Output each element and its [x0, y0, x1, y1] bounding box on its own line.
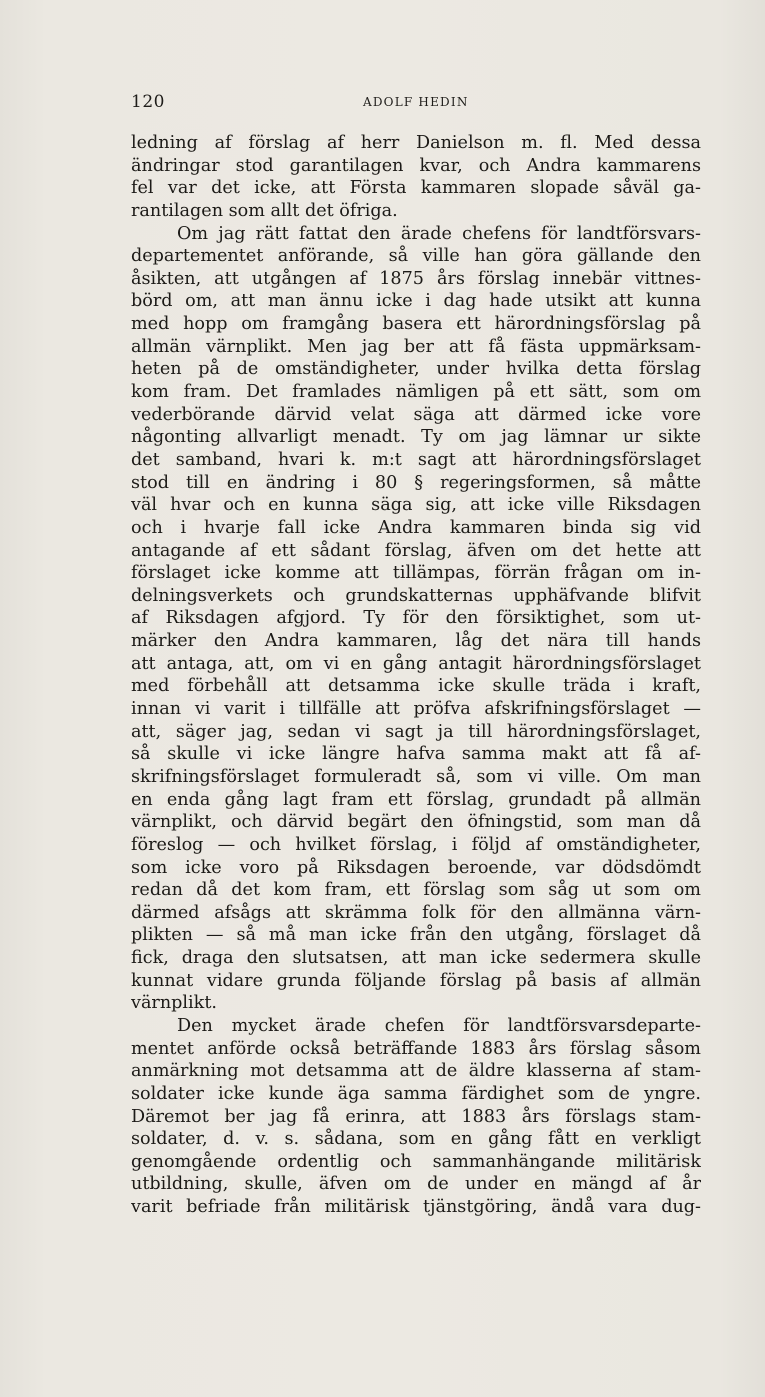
text-line: ändringar stod garantilagen kvar, och Andra kammarens [131, 155, 701, 176]
text-line: heten på de omständigheter, under hvilka detta förslag [131, 359, 701, 380]
text-line: så skulle vi icke längre hafva samma makt att få af- [131, 744, 701, 765]
text-line: en enda gång lagt fram ett förslag, grundadt på allmän [131, 789, 701, 810]
text-line: antagande af ett sådant förslag, äfven om det hette att [131, 540, 701, 561]
text-line: soldater, d. v. s. sådana, som en gång fått en verkligt [131, 1129, 701, 1150]
text-line: Den mycket ärade chefen för landtförsvarsdeparte- [177, 1015, 701, 1036]
text-line: märker den Andra kammaren, låg det nära till hands [131, 631, 701, 652]
text-line: fick, draga den slutsatsen, att man icke sedermera skulle [131, 948, 701, 969]
text-line: anmärkning mot detsamma att de äldre klasserna af stam- [131, 1061, 701, 1082]
text-line: genomgående ordentlig och sammanhängande militärisk [131, 1151, 701, 1172]
text-line: ledning af förslag af herr Danielson m. fl. Med dessa [131, 133, 701, 153]
text-line: soldater icke kunde äga samma färdighet som de yngre. [131, 1083, 701, 1104]
text-line: som icke voro på Riksdagen beroende, var dödsdömdt [131, 857, 701, 878]
text-line: departementet anförande, så ville han göra gällande den [131, 246, 701, 267]
text-line: delningsverkets och grundskatternas upphäfvande blifvit [131, 585, 701, 606]
text-line: Om jag rätt fattat den ärade chefens för landtförsvars- [177, 223, 701, 244]
text-line: värnplikt, och därvid begärt den öfningstid, som man då [131, 812, 701, 833]
text-line: allmän värnplikt. Men jag ber att få fästa uppmärksam- [131, 336, 701, 357]
text-line: med förbehåll att detsamma icke skulle träda i kraft, [131, 676, 701, 697]
text-line: redan då det kom fram, ett förslag som såg ut som om [131, 880, 701, 901]
text-line: därmed afsågs att skrämma folk för den allmänna värn- [131, 902, 701, 923]
text-line: det samband, hvari k. m:t sagt att härordningsförslaget [131, 449, 701, 470]
text-line: utbildning, skulle, äfven om de under en mängd af år [131, 1174, 701, 1195]
text-line: värnplikt. [131, 993, 218, 1014]
text-line: varit befriade från militärisk tjänstgöring, ändå vara dug- [131, 1197, 701, 1218]
text-line: stod till en ändring i 80 § regeringsformen, så måtte [131, 472, 701, 493]
page-number: 120 [131, 92, 165, 112]
text-line: väl hvar och en kunna säga sig, att icke ville Riksdagen [131, 495, 701, 516]
text-line: skrifningsförslaget formuleradt så, som vi ville. Om man [131, 766, 701, 787]
body-text [131, 132, 701, 1219]
text-line: af Riksdagen afgjord. Ty för den försiktighet, som ut- [131, 608, 701, 629]
text-line: plikten — så må man icke från den utgång, förslaget då [131, 925, 701, 946]
text-line: att, säger jag, sedan vi sagt ja till härordningsförslaget, [131, 721, 701, 742]
text-line: och i hvarje fall icke Andra kammaren binda sig vid [131, 517, 701, 538]
text-line: föreslog — och hvilket förslag, i följd af omständigheter, [131, 834, 701, 855]
text-line: att antaga, att, om vi en gång antagit härordningsförslaget [131, 653, 701, 674]
text-line: börd om, att man ännu icke i dag hade utsikt att kunna [131, 291, 701, 312]
text-line: någonting allvarligt menadt. Ty om jag lämnar ur sikte [131, 427, 701, 448]
text-line: rantilagen som allt det öfriga. [131, 200, 398, 221]
text-line: kom fram. Det framlades nämligen på ett sätt, som om [131, 382, 701, 403]
text-line: Däremot ber jag få erinra, att 1883 års förslags stam- [131, 1106, 701, 1127]
text-line: mentet anförde också beträffande 1883 års förslag såsom [131, 1038, 701, 1059]
text-line: kunnat vidare grunda följande förslag på basis af allmän [131, 970, 701, 991]
text-line: med hopp om framgång basera ett härordningsförslag på [131, 314, 701, 335]
text-line: åsikten, att utgången af 1875 års förslag innebär vittnes- [131, 268, 701, 289]
running-head: ADOLF HEDIN [363, 95, 469, 109]
page-header [131, 92, 701, 116]
text-line: vederbörande därvid velat säga att därmed icke vore [131, 404, 701, 425]
text-line: innan vi varit i tillfälle att pröfva afskrifningsförslaget — [131, 699, 701, 720]
text-line: fel var det icke, att Första kammaren slopade såväl ga- [131, 178, 701, 199]
text-line: förslaget icke komme att tillämpas, förrän frågan om in- [131, 563, 701, 584]
